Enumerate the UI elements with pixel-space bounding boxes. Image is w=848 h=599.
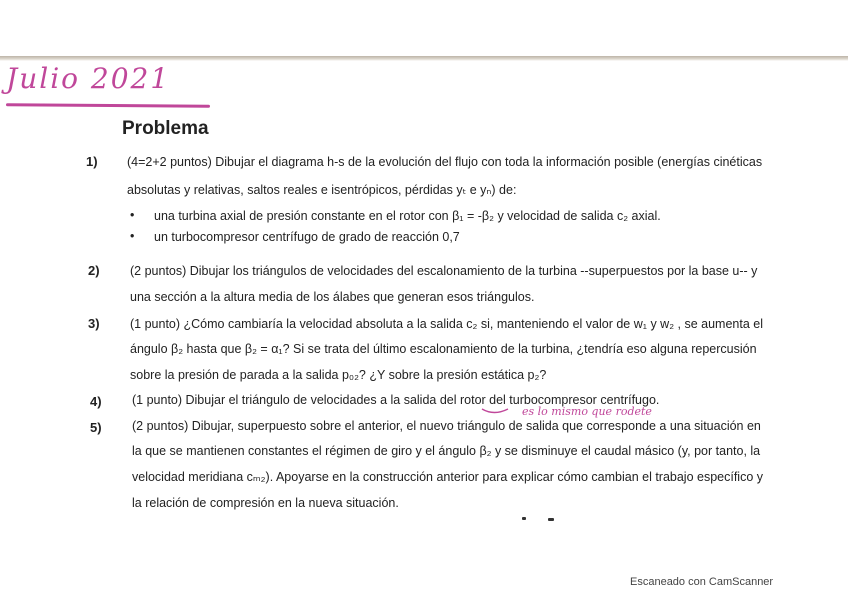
item-number: 1) <box>86 154 98 169</box>
scan-top-edge <box>0 56 848 61</box>
item-5-line-4: la relación de compresión en la nueva situación. <box>132 496 399 510</box>
scanner-footer: Escaneado con CamScanner <box>630 576 774 588</box>
item-3-line-1: (1 punto) ¿Cómo cambiaría la velocidad absoluta a la salida c₂ si, manteniendo el valor de w₁ y w₂ , se aumenta el <box>130 317 763 331</box>
item-number: 3) <box>88 316 100 331</box>
item-1-line-1: (4=2+2 puntos) Dibujar el diagrama h-s de la evolución del flujo con toda la información posible (energías cinéticas <box>127 155 763 169</box>
stray-mark <box>522 517 526 520</box>
stray-mark <box>548 518 554 521</box>
annotation-text: es lo mismo que rodete <box>522 405 652 418</box>
item-number: 4) <box>90 394 102 409</box>
item-5-line-2: la que se mantienen constantes el régimen de giro y el ángulo β₂ y se disminuye el caudal másico (y, por tanto, la <box>132 444 761 458</box>
handwritten-annotation <box>480 404 740 418</box>
item-3-line-2: ángulo β₂ hasta que β₂ = α₁? Si se trata del último escalonamiento de la turbina, ¿tendría eso alguna repercusión <box>130 342 757 356</box>
item-number: 5) <box>90 420 102 435</box>
bullet-icon: • <box>130 208 135 222</box>
item-5-line-3: velocidad meridiana cₘ₂). Apoyarse en la construcción anterior para explicar cómo cambian el trabajo específico y <box>132 470 764 484</box>
handwritten-title: Julio 2021 <box>6 62 171 95</box>
item-3-line-3: sobre la presión de parada a la salida p₀₂? ¿Y sobre la presión estática p₂? <box>130 368 547 382</box>
item-2-line-1: (2 puntos) Dibujar los triángulos de velocidades del escalonamiento de la turbina --superpuestos por la base u-- y <box>130 264 758 278</box>
item-1-line-2: absolutas y relativas, saltos reales e isentrópicos, pérdidas yₜ e yₙ) de: <box>127 183 517 197</box>
item-1-bullet-1: una turbina axial de presión constante en el rotor con β₁ = -β₂ y velocidad de salida c₂ axial. <box>154 209 661 223</box>
item-number: 2) <box>88 263 100 278</box>
bullet-icon: • <box>130 229 135 243</box>
item-5-line-1: (2 puntos) Dibujar, superpuesto sobre el anterior, el nuevo triángulo de salida que corresponde a una situación en <box>132 419 761 433</box>
problem-heading: Problema <box>122 118 209 139</box>
handwritten-underline <box>6 103 210 107</box>
item-2-line-2: una sección a la altura media de los álabes que generan esos triángulos. <box>130 290 535 304</box>
item-4-line-1: (1 punto) Dibujar el triángulo de velocidades a la salida del rotor del turbocompresor centrífugo. <box>132 393 660 407</box>
item-1-bullet-2: un turbocompresor centrífugo de grado de reacción 0,7 <box>154 230 460 244</box>
